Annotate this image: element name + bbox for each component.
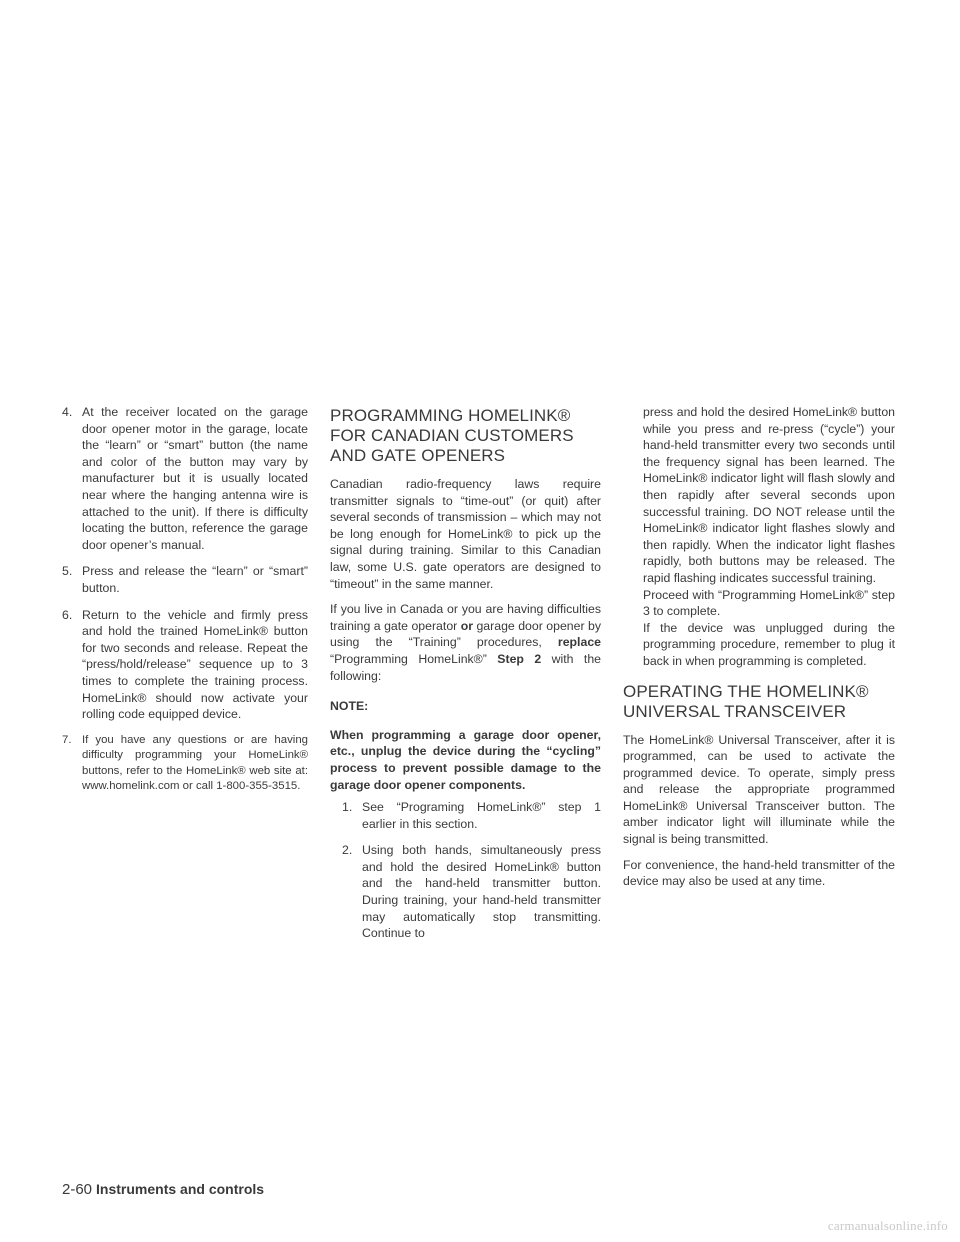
bold-text: replace [557,635,601,650]
bold-text: or [460,618,474,633]
list-text: See “Programing HomeLink®” step 1 earlier in this section. [362,800,601,831]
list-number: 6. [62,607,73,622]
list-text: If you have any questions or are having difficulty programming your HomeLink® buttons, refer to the HomeLink® web site at: www.homelink.com or call 1-800-355-3515. [82,733,308,793]
section-heading-operating: OPERATING THE HOMELINK® UNIVERSAL TRANSCEIVER [623,681,869,721]
list-item [342,842,601,942]
text-run: “Programming HomeLink®” [330,651,498,666]
list-number: 2. [342,843,353,858]
paragraph [330,601,601,684]
text-run: If you live in Canada or you are having difficulties training a gate operator [330,602,601,633]
list-text: At the receiver located on the garage door opener motor in the garage, locate the “learn” or “smart” button (the name and color of the button may vary by manufacturer but it is usually located near where the hanging antenna wire is attached to the unit). If there is difficulty locating the button, reference the garage door opener’s manual. [82,405,308,552]
list-continuation: If the device was unplugged during the programming procedure, remember to plug it back in when programming is completed. [643,620,895,668]
watermark: carmanualsonline.info [827,1218,948,1233]
list-text: Return to the vehicle and firmly press and hold the trained HomeLink® button for two seconds and release. Repeat the “press/hold/release” sequence up to 3 times to complete the training process. HomeLink® should now activate your rolling code equipped device. [82,607,308,722]
paragraph: Canadian radio-frequency laws require transmitter signals to “time-out” (or quit) after several seconds of transmission – which may not be long enough for HomeLink® to pick up the signal during training. Similar to this Canadian law, some U.S. gate operators are designed to “timeout” in the same manner. [330,477,601,591]
list-number: 7. [62,733,72,746]
note-label: NOTE: [330,699,369,714]
list-item [62,733,308,795]
list-item [62,563,308,596]
paragraph: For convenience, the hand-held transmitter of the device may also be used at any time. [623,857,895,889]
column-right [623,404,895,899]
section-title: Instruments and controls [96,1181,265,1197]
list-item [62,404,308,553]
paragraph: The HomeLink® Universal Transceiver, after it is programmed, can be used to activate the programmed device. To operate, simply press and release the appropriate programmed HomeLink® Universal Transceiver button. The amber indicator light will illuminate while the signal is being transmitted. [623,732,895,847]
bold-text: Step 2 [497,651,542,666]
section-heading-canadian: PROGRAMMING HOMELINK® FOR CANADIAN CUSTOMERS AND GATE OPENERS [330,406,574,465]
list-continuation: Proceed with “Programming HomeLink®” step 3 to complete. [643,587,895,619]
list-number: 5. [62,564,73,579]
column-left [62,404,308,805]
list-number: 4. [62,405,73,419]
note-body: When programming a garage door opener, etc., unplug the device during the “cycling” process to prevent possible damage to the garage door opener components. [330,727,601,792]
list-continuation: press and hold the desired HomeLink® button while you press and re-press (“cycle”) your hand-held transmitter every two seconds until the frequency signal has been learned. The HomeLink® indicator light will flash slowly and then rapidly after several seconds upon successful training. DO NOT release until the HomeLink® indicator light flashes slowly and then rapidly. When the indicator light flashes rapidly, both buttons may be released. The rapid flashing indicates successful training. [643,405,895,585]
page-number: 2-60 [62,1181,93,1198]
list-number: 1. [342,800,353,815]
column-middle [330,404,601,952]
list-item [342,799,601,832]
text-run: with the following: [330,651,602,683]
page-footer [62,1181,264,1198]
list-text: Using both hands, simultaneously press and hold the desired HomeLink® button and the hand-held transmitter button. During training, your hand-held transmitter may automatically stop transmitting. Continue to [362,843,601,941]
list-text: Press and release the “learn” or “smart” button. [82,564,308,595]
text-run: garage door opener by using the “Training” procedures, [330,618,601,650]
list-item [62,607,308,723]
